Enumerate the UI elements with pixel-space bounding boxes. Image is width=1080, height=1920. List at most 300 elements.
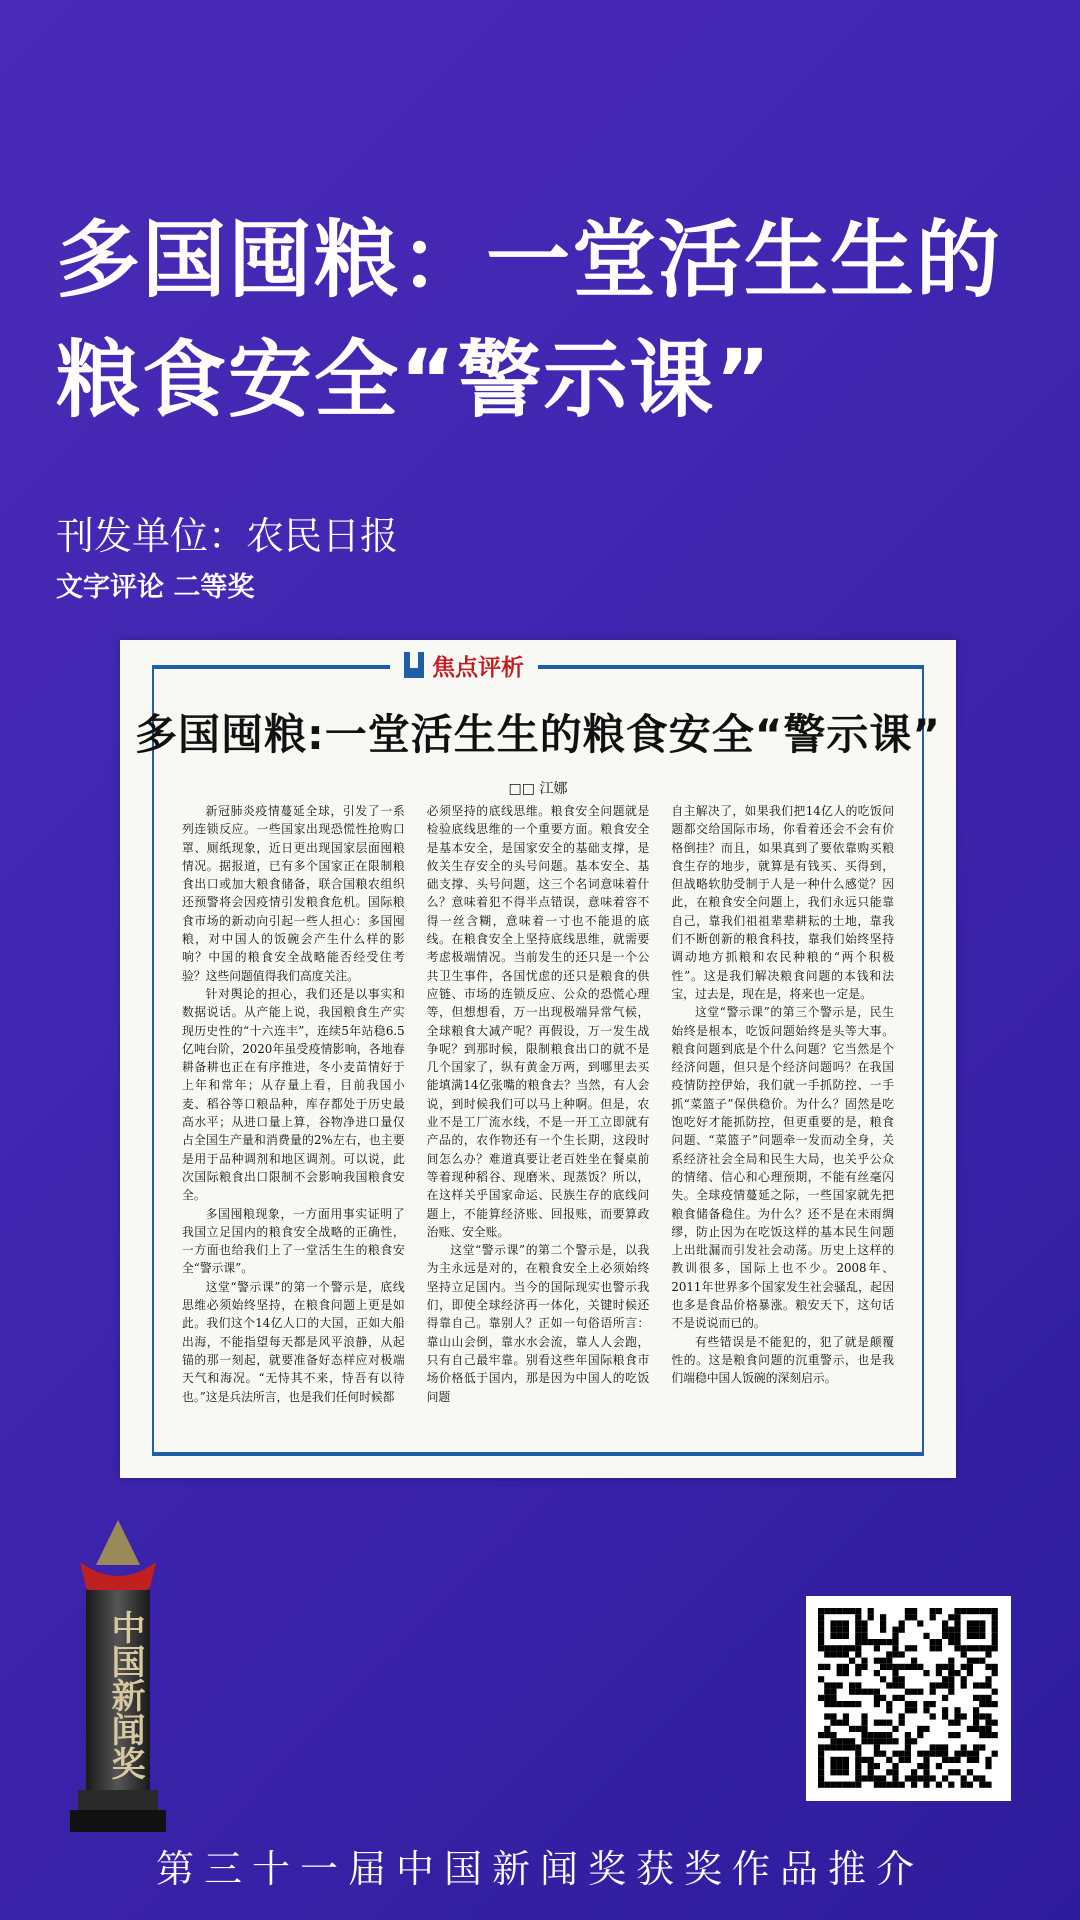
qr-module <box>818 1744 824 1750</box>
qr-module <box>824 1782 830 1788</box>
title-line-1: 多国囤粮：一堂活生生的 <box>56 211 1003 309</box>
qr-module <box>979 1645 985 1651</box>
qr-module <box>861 1726 867 1732</box>
qr-module <box>880 1695 886 1701</box>
qr-module <box>861 1738 867 1744</box>
article-column-3 <box>671 802 894 1438</box>
qr-module <box>905 1732 911 1738</box>
qr-module <box>849 1689 855 1695</box>
qr-module <box>948 1682 954 1688</box>
qr-module <box>830 1738 836 1744</box>
qr-module <box>961 1676 967 1682</box>
qr-module <box>985 1676 991 1682</box>
qr-module <box>892 1645 898 1651</box>
qr-module <box>905 1757 911 1763</box>
qr-module <box>954 1769 960 1775</box>
qr-module <box>905 1608 911 1614</box>
qr-module <box>992 1664 998 1670</box>
qr-module <box>954 1614 960 1620</box>
qr-module <box>830 1633 836 1639</box>
qr-module <box>830 1732 836 1738</box>
qr-module <box>948 1757 954 1763</box>
qr-module <box>892 1695 898 1701</box>
qr-module <box>830 1620 836 1626</box>
qr-module <box>992 1620 998 1626</box>
qr-module <box>985 1757 991 1763</box>
qr-module <box>942 1707 948 1713</box>
qr-module <box>837 1633 843 1639</box>
qr-module <box>874 1639 880 1645</box>
qr-module <box>874 1732 880 1738</box>
qr-module <box>855 1763 861 1769</box>
qr-module <box>899 1664 905 1670</box>
qr-module <box>899 1676 905 1682</box>
column-tag-icon <box>404 652 424 678</box>
qr-module <box>849 1701 855 1707</box>
qr-module <box>961 1651 967 1657</box>
qr-module <box>849 1682 855 1688</box>
qr-module <box>967 1769 973 1775</box>
qr-module <box>961 1751 967 1757</box>
qr-module <box>830 1720 836 1726</box>
qr-module <box>954 1645 960 1651</box>
qr-module <box>886 1658 892 1664</box>
qr-module <box>942 1775 948 1781</box>
qr-module <box>979 1726 985 1732</box>
qr-module <box>843 1645 849 1651</box>
qr-module <box>967 1608 973 1614</box>
qr-module <box>979 1732 985 1738</box>
qr-module <box>855 1620 861 1626</box>
qr-module <box>973 1645 979 1651</box>
qr-module <box>967 1645 973 1651</box>
qr-module <box>830 1645 836 1651</box>
qr-module <box>967 1782 973 1788</box>
qr-module <box>843 1664 849 1670</box>
qr-module <box>923 1633 929 1639</box>
qr-module <box>880 1658 886 1664</box>
qr-module <box>818 1664 824 1670</box>
qr-module <box>942 1664 948 1670</box>
paragraph: 针对舆论的担心，我们还是以事实和数据说话。从产能上说，我国粮食生产实现历史性的“十六连丰”，连续5年站稳6.5亿吨台阶，2020年虽受疫情影响，各地春耕备耕也正在有序推进，冬小麦苗情好于上年和常年；从存量上看，目前我国小麦、稻谷等口粮品种，库存都处于历史最高水平；从进口量上算，谷物净进口量仅占全国生产量和消费量的2%左右，也主要是用于品种调剂和地区调剂。可以说，此次国际粮食出口限制不会影响我国粮食安全。 <box>182 986 405 1203</box>
qr-module <box>967 1620 973 1626</box>
qr-module <box>855 1689 861 1695</box>
qr-module <box>936 1744 942 1750</box>
qr-module <box>936 1682 942 1688</box>
qr-module <box>979 1658 985 1664</box>
qr-module <box>861 1775 867 1781</box>
qr-module <box>843 1627 849 1633</box>
qr-module <box>892 1726 898 1732</box>
qr-module <box>843 1608 849 1614</box>
qr-module <box>861 1639 867 1645</box>
qr-module <box>992 1670 998 1676</box>
qr-module <box>868 1757 874 1763</box>
qr-module <box>954 1720 960 1726</box>
qr-module <box>892 1682 898 1688</box>
paragraph: 多国囤粮现象，一方面用事实证明了我国立足国内的粮食安全战略的正确性，一方面也给我们上了一堂活生生的粮食安全“警示课”。 <box>182 1206 405 1276</box>
article-column-1 <box>182 802 405 1438</box>
qr-module <box>818 1620 824 1626</box>
qr-module <box>973 1713 979 1719</box>
article-column-2 <box>427 802 650 1438</box>
qr-module <box>973 1744 979 1750</box>
qr-module <box>899 1713 905 1719</box>
qr-module <box>948 1614 954 1620</box>
qr-module <box>905 1707 911 1713</box>
qr-module <box>868 1608 874 1614</box>
qr-module <box>855 1639 861 1645</box>
qr-module <box>948 1670 954 1676</box>
qr-module <box>843 1738 849 1744</box>
column-tag-label: 焦点评析 <box>432 654 524 681</box>
qr-module <box>818 1751 824 1757</box>
qr-module <box>948 1639 954 1645</box>
qr-module <box>985 1608 991 1614</box>
qr-module <box>837 1682 843 1688</box>
newspaper-clipping <box>120 640 956 1478</box>
qr-module <box>837 1701 843 1707</box>
qr-module <box>837 1608 843 1614</box>
qr-module <box>874 1720 880 1726</box>
qr-module <box>948 1689 954 1695</box>
qr-module <box>824 1695 830 1701</box>
qr-module <box>911 1658 917 1664</box>
qr-module <box>905 1701 911 1707</box>
qr-module <box>923 1763 929 1769</box>
qr-module <box>936 1670 942 1676</box>
qr-module <box>843 1713 849 1719</box>
qr-module <box>942 1627 948 1633</box>
qr-module <box>923 1775 929 1781</box>
qr-module <box>849 1658 855 1664</box>
qr-module <box>948 1664 954 1670</box>
qr-module <box>948 1769 954 1775</box>
qr-module <box>967 1757 973 1763</box>
qr-module <box>948 1627 954 1633</box>
qr-module <box>942 1751 948 1757</box>
qr-module <box>930 1751 936 1757</box>
qr-module <box>830 1651 836 1657</box>
qr-module <box>861 1689 867 1695</box>
qr-module <box>967 1658 973 1664</box>
qr-module <box>954 1639 960 1645</box>
qr-module <box>843 1620 849 1626</box>
qr-module <box>979 1744 985 1750</box>
qr-module <box>942 1682 948 1688</box>
qr-module <box>954 1608 960 1614</box>
qr-module <box>886 1701 892 1707</box>
qr-module <box>954 1713 960 1719</box>
column-tag <box>390 648 538 682</box>
qr-module <box>886 1782 892 1788</box>
qr-module <box>830 1713 836 1719</box>
qr-module <box>830 1695 836 1701</box>
qr-module <box>954 1757 960 1763</box>
qr-module <box>886 1757 892 1763</box>
article-body <box>182 802 894 1438</box>
qr-module <box>855 1757 861 1763</box>
qr-module <box>837 1782 843 1788</box>
qr-module <box>824 1732 830 1738</box>
paragraph: 自主解决了，如果我们把14亿人的吃饭问题都交给国际市场，你看着还会不会有价格倒挂？而且，如果真到了要依靠购买粮食生存的地步，就算是有钱买、买得到，但战略软肋受制于人是一种什么感觉？因此，在粮食安全问题上，我们永远只能靠自己，靠我们祖祖辈辈耕耘的土地，靠我们不断创新的粮食科技，靠我们始终坚持调动地方抓粮和农民种粮的“两个积极性”。这是我们解决粮食问题的本钱和法宝，过去是，现在是，将来也一定是。 <box>671 804 895 1001</box>
qr-module <box>985 1713 991 1719</box>
qr-module <box>818 1639 824 1645</box>
qr-module <box>911 1782 917 1788</box>
qr-module <box>843 1701 849 1707</box>
qr-module <box>948 1782 954 1788</box>
qr-module <box>818 1757 824 1763</box>
qr-module <box>973 1627 979 1633</box>
qr-module <box>967 1726 973 1732</box>
qr-module <box>942 1744 948 1750</box>
qr-module <box>837 1744 843 1750</box>
qr-module <box>936 1664 942 1670</box>
qr-module <box>899 1757 905 1763</box>
qr-module <box>855 1664 861 1670</box>
qr-module <box>979 1627 985 1633</box>
qr-module <box>948 1732 954 1738</box>
qr-module <box>892 1782 898 1788</box>
paragraph: 这堂“警示课”的第三个警示是，民生始终是根本，吃饭问题始终是头等大事。粮食问题到底是个什么问题？它当然是个经济问题，但只是个经济问题吗？在我国疫情防控伊始，我们就一手抓防控、一手抓“菜篮子”保供稳价。为什么？固然是吃饱吃好才能抓防控，但更重要的是，粮食问题、“菜篮子”问题牵一发而动全身，关系经济社会全局和民生大局，也关乎公众的情绪、信心和心理预期，不能有丝毫闪失。全球疫情蔓延之际，一些国家就先把粮食储备稳住。为什么？还不是在未雨绸缪，防止因为在吃饭这样的基本民生问题上出纰漏而引发社会动荡。历史上这样的教训很多，国际上也不少。2008年、2011年世界多个国家发生社会骚乱，起因也多是食品价格暴涨。粮安天下，这句话不是说说而已的。 <box>671 1005 895 1331</box>
qr-module <box>911 1775 917 1781</box>
qr-module <box>849 1738 855 1744</box>
qr-module <box>824 1645 830 1651</box>
qr-module <box>942 1713 948 1719</box>
qr-module <box>948 1676 954 1682</box>
qr-module <box>973 1620 979 1626</box>
qr-module <box>942 1757 948 1763</box>
qr-module <box>874 1744 880 1750</box>
qr-module <box>917 1775 923 1781</box>
qr-module <box>985 1720 991 1726</box>
qr-module <box>861 1633 867 1639</box>
qr-module <box>837 1645 843 1651</box>
qr-module <box>930 1689 936 1695</box>
qr-module <box>954 1627 960 1633</box>
qr-module <box>936 1763 942 1769</box>
qr-module <box>892 1627 898 1633</box>
publisher-label: 刊发单位：农民日报 <box>56 514 399 558</box>
qr-module <box>892 1769 898 1775</box>
paragraph: 这堂“警示课”的第二个警示是，以我为主永远是对的，在粮食安全上必须始终坚持立足国内。当今的国际现实也警示我们，即使全球经济再一体化，关键时候还得靠自己。靠别人？正如一句俗语所言：靠山山会倒，靠水水会流，靠人人会跑，只有自己最牢靠。别看这些年国际粮食市场价格低于国内，那是因为中国人的吃饭问题 <box>426 1243 650 1404</box>
qr-module <box>905 1614 911 1620</box>
qr-module <box>880 1782 886 1788</box>
qr-module <box>899 1782 905 1788</box>
trophy-icon <box>58 1510 178 1840</box>
qr-module <box>874 1645 880 1651</box>
qr-module <box>892 1738 898 1744</box>
qr-module <box>824 1682 830 1688</box>
qr-module <box>979 1701 985 1707</box>
trophy-label: 中国新闻奖 <box>105 1610 145 1780</box>
qr-module <box>818 1614 824 1620</box>
qr-module <box>992 1645 998 1651</box>
qr-module <box>923 1707 929 1713</box>
qr-module <box>917 1763 923 1769</box>
qr-module <box>849 1726 855 1732</box>
qr-module <box>899 1682 905 1688</box>
qr-module <box>880 1664 886 1670</box>
qr-module <box>892 1775 898 1781</box>
qr-module <box>948 1633 954 1639</box>
qr-module <box>992 1614 998 1620</box>
qr-module <box>830 1757 836 1763</box>
qr-module <box>880 1775 886 1781</box>
qr-module <box>967 1633 973 1639</box>
qr-module <box>837 1757 843 1763</box>
qr-module <box>880 1732 886 1738</box>
qr-module <box>979 1633 985 1639</box>
qr-module <box>892 1633 898 1639</box>
qr-module <box>923 1670 929 1676</box>
qr-module <box>973 1726 979 1732</box>
award-label: 文字评论 二等奖 <box>56 572 255 603</box>
qr-module <box>961 1608 967 1614</box>
qr-module <box>855 1726 861 1732</box>
qr-module <box>892 1763 898 1769</box>
article-byline: □□ 江娜 <box>508 781 568 797</box>
qr-module <box>868 1769 874 1775</box>
qr-module <box>967 1664 973 1670</box>
paragraph: 新冠肺炎疫情蔓延全球，引发了一系列连锁反应。一些国家出现恐慌性抢购口罩、厕纸现象，近日更出现国家层面囤粮情况。据报道，已有多个国家正在限制粮食出口或加大粮食储备，联合国粮农组织还预警将会因疫情引发粮食危机。国际粮食市场的新动向引起一些人担心：多国囤粮，对中国人的饭碗会产生什么样的影响？中国的粮食安全战略能否经受住考验？这些问题值得我们高度关注。 <box>182 804 405 983</box>
qr-module <box>930 1713 936 1719</box>
qr-module <box>973 1757 979 1763</box>
qr-module <box>880 1720 886 1726</box>
qr-module <box>843 1744 849 1750</box>
main-title <box>56 200 1036 440</box>
qr-module <box>855 1633 861 1639</box>
qr-module <box>905 1744 911 1750</box>
qr-module <box>880 1676 886 1682</box>
qr-module <box>886 1664 892 1670</box>
qr-module <box>973 1720 979 1726</box>
qr-module <box>917 1726 923 1732</box>
qr-module <box>948 1658 954 1664</box>
qr-module <box>973 1775 979 1781</box>
qr-module <box>923 1782 929 1788</box>
qr-module <box>830 1782 836 1788</box>
qr-module <box>942 1676 948 1682</box>
qr-module <box>979 1682 985 1688</box>
article-headline: 多国囤粮:一堂活生生的粮食安全“警示课” <box>134 710 941 759</box>
qr-module <box>855 1782 861 1788</box>
qr-module <box>905 1664 911 1670</box>
qr-module <box>892 1751 898 1757</box>
qr-module <box>979 1695 985 1701</box>
qr-module <box>880 1620 886 1626</box>
qr-module <box>899 1620 905 1626</box>
qr-module <box>930 1682 936 1688</box>
qr-module <box>818 1732 824 1738</box>
qr-module <box>967 1627 973 1633</box>
qr-module <box>905 1751 911 1757</box>
qr-module <box>843 1651 849 1657</box>
qr-module <box>868 1738 874 1744</box>
qr-module <box>855 1775 861 1781</box>
qr-module <box>942 1695 948 1701</box>
qr-module <box>992 1720 998 1726</box>
qr-module <box>936 1639 942 1645</box>
qr-module <box>849 1782 855 1788</box>
qr-module <box>868 1614 874 1620</box>
qr-module <box>973 1707 979 1713</box>
qr-module <box>954 1620 960 1626</box>
qr-module <box>936 1608 942 1614</box>
qr-code[interactable] <box>806 1596 1011 1801</box>
qr-module <box>911 1769 917 1775</box>
qr-module <box>886 1738 892 1744</box>
qr-module <box>855 1645 861 1651</box>
qr-module <box>936 1782 942 1788</box>
qr-module <box>892 1639 898 1645</box>
qr-module <box>824 1689 830 1695</box>
qr-module <box>892 1670 898 1676</box>
qr-module <box>985 1682 991 1688</box>
qr-module <box>917 1732 923 1738</box>
qr-module <box>886 1720 892 1726</box>
qr-module <box>818 1782 824 1788</box>
qr-module <box>886 1651 892 1657</box>
qr-module <box>855 1651 861 1657</box>
qr-module <box>911 1645 917 1651</box>
qr-module <box>886 1682 892 1688</box>
qr-module <box>930 1775 936 1781</box>
qr-module <box>830 1608 836 1614</box>
paragraph: 这堂“警示课”的第一个警示是，底线思维必须始终坚持，在粮食问题上更是如此。我们这个14亿人口的大国，正如大船出海，不能指望每天都是风平浪静，从起锚的那一刻起，就要准备好态样应对极端天气和海况。“无恃其不来，恃吾有以待也。”这是兵法所言，也是我们任何时候都 <box>182 1279 405 1404</box>
qr-module <box>818 1775 824 1781</box>
qr-module <box>992 1627 998 1633</box>
qr-module <box>843 1633 849 1639</box>
qr-module <box>824 1664 830 1670</box>
qr-module <box>911 1707 917 1713</box>
qr-module <box>874 1782 880 1788</box>
qr-module <box>923 1726 929 1732</box>
qr-module <box>874 1738 880 1744</box>
qr-module <box>818 1676 824 1682</box>
qr-module <box>905 1689 911 1695</box>
qr-module <box>886 1639 892 1645</box>
qr-module <box>917 1689 923 1695</box>
qr-module <box>961 1744 967 1750</box>
qr-module <box>861 1720 867 1726</box>
qr-module <box>961 1713 967 1719</box>
qr-module <box>855 1682 861 1688</box>
paragraph: 必须坚持的底线思维。粮食安全问题就是检验底线思维的一个重要方面。粮食安全是基本安全，是国家安全的基础支撑，是攸关生存安全的头号问题。基本安全、基础支撑、头号问题，这三个名词意味着什么？意味着犯不得半点错误，意味着容不得一丝含糊，意味着一寸也不能退的底线。在粮食安全上坚持底线思维，就需要考虑极端情况。当前发生的还只是一个公共卫生事件，各国忧虑的还只是粮食的供应链、市场的连锁反应、公众的恐慌心理等，但想想看，万一出现极端异常气候，全球粮食大减产呢？再假设，万一发生战争呢？到那时候，限制粮食出口的就不是几个国家了，纵有黄金万两，到哪里去买能填满14亿张嘴的粮食去？当然，有人会说，到时候我们可以马上种啊。但是，农业不是工厂流水线，不是一开工立即就有产品的，农作物还有一个生长期，这段时间怎么办？难道真要让老百姓坐在餐桌前等着现种稻谷、现磨米、现蒸饭？所以，在这样关乎国家命运、民族生存的底线问题上，不能算经济账、回报账，而要算政治账、安全账。 <box>426 804 650 1239</box>
qr-module <box>861 1620 867 1626</box>
qr-module <box>942 1633 948 1639</box>
qr-module <box>967 1670 973 1676</box>
qr-module <box>849 1608 855 1614</box>
qr-module <box>843 1782 849 1788</box>
qr-module <box>868 1689 874 1695</box>
qr-module <box>837 1627 843 1633</box>
qr-module <box>868 1732 874 1738</box>
qr-module <box>830 1701 836 1707</box>
qr-module <box>855 1670 861 1676</box>
qr-module <box>954 1732 960 1738</box>
qr-module <box>843 1720 849 1726</box>
qr-module <box>973 1682 979 1688</box>
qr-module <box>837 1651 843 1657</box>
qr-module <box>837 1720 843 1726</box>
qr-module <box>985 1651 991 1657</box>
qr-module <box>923 1757 929 1763</box>
qr-module <box>855 1769 861 1775</box>
qr-module <box>892 1651 898 1657</box>
qr-module <box>830 1769 836 1775</box>
qr-module <box>905 1645 911 1651</box>
